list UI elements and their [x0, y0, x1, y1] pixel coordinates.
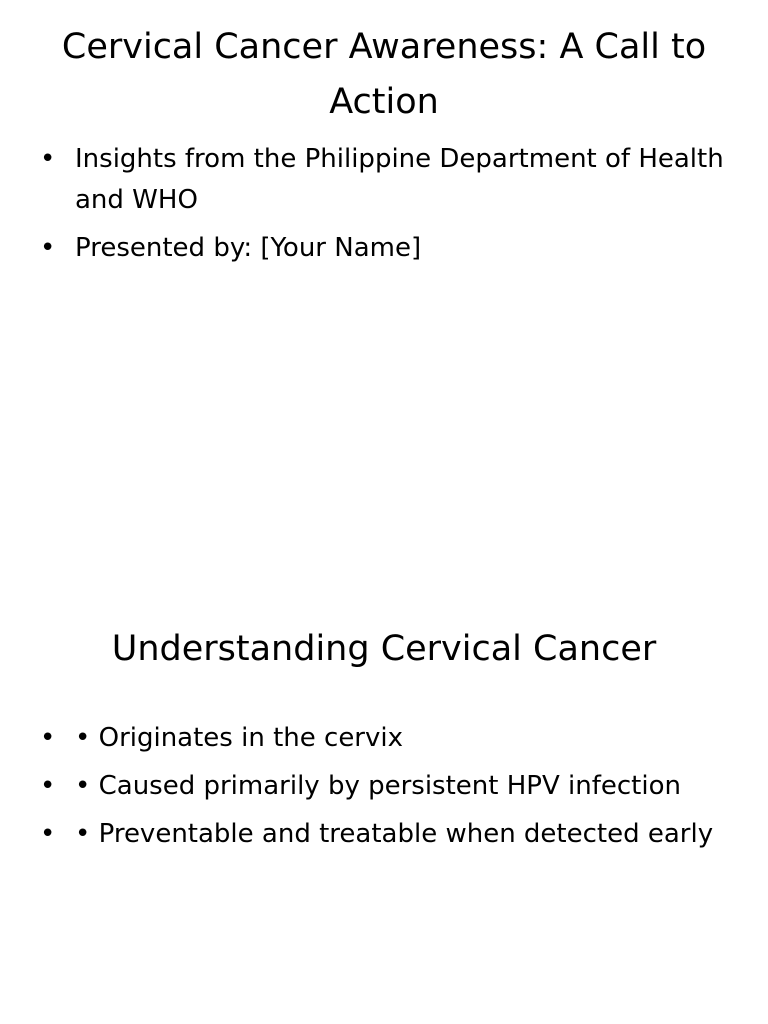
- bullet-text: Insights from the Philippine Department of Health and WHO: [75, 144, 724, 215]
- bullet-item: [40, 228, 728, 269]
- bullet-point-icon: •: [40, 771, 56, 801]
- bullet-point-icon: •: [40, 233, 56, 263]
- slide-title: Understanding Cervical Cancer: [111, 629, 657, 669]
- bullet-point-icon: •: [40, 723, 56, 753]
- slide-title: Cervical Cancer Awareness: A Call to Action: [61, 27, 707, 122]
- bullet-text: • Caused primarily by persistent HPV infection: [75, 771, 681, 801]
- bullet-item: [40, 766, 728, 807]
- bullet-item: [40, 814, 728, 855]
- bullet-text: • Preventable and treatable when detected early: [75, 819, 714, 849]
- bullet-item: [40, 139, 728, 221]
- bullet-list: [40, 139, 728, 276]
- bullet-point-icon: •: [40, 144, 56, 174]
- slide-2: [0, 512, 768, 1024]
- bullet-list: [40, 718, 728, 862]
- bullet-point-icon: •: [40, 819, 56, 849]
- bullet-text: • Originates in the cervix: [75, 723, 403, 753]
- bullet-text: Presented by: [Your Name]: [75, 233, 422, 263]
- bullet-item: [40, 718, 728, 759]
